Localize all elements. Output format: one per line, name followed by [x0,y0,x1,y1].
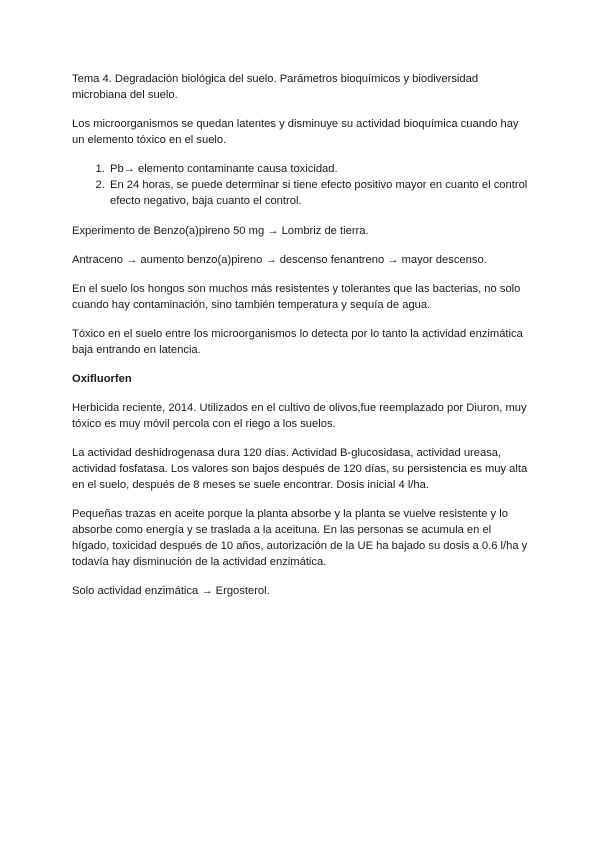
intro-paragraph: Los microorganismos se quedan latentes y disminuye su actividad bioquímica cuando hay un elemento tóxico en el suelo. [72,118,519,146]
hongos-paragraph: En el suelo los hongos son muchos más resistentes y tolerantes que las bacterias, no solo cuando hay contaminación, sino también temperatura y sequía de agua. [72,283,521,311]
list-item: 1. Pb→ elemento contaminante causa toxicidad. [108,161,530,177]
antraceno-paragraph: Antraceno → aumento benzo(a)pireno → descenso fenantreno → mayor descenso. [72,254,487,266]
list-item: 2. En 24 horas, se puede determinar si tiene efecto positivo mayor en cuanto el control efecto negativo, baja cuanto el control. [108,177,530,209]
document-title: Tema 4. Degradación biológica del suelo. Parámetros bioquímicos y biodiversidad microbiana del suelo. [72,73,479,101]
toxico-paragraph: Tóxico en el suelo entre los microorganismos lo detecta por lo tanto la actividad enzimática baja entrando en latencia. [72,328,523,356]
ergosterol-paragraph: Solo actividad enzimática → Ergosterol. [72,585,270,597]
numbered-list [72,161,530,209]
herbicida-paragraph: Herbicida reciente, 2014. Utilizados en el cultivo de olivos,fue reemplazado por Diuron, muy tóxico es muy móvil percola con el riego a los suelos. [72,402,527,430]
document-page [72,71,530,612]
experiment-paragraph: Experimento de Benzo(a)pireno 50 mg → Lombriz de tierra. [72,225,369,237]
actividad-paragraph: La actividad deshidrogenasa dura 120 días. Actividad B-glucosidasa, actividad ureasa, actividad fosfatasa. Los valores son bajos después de 120 días, su persistencia es muy alta en el suelo, después de 8 meses se suele encontrar. Dosis inicial 4 l/ha. [72,447,528,491]
section-heading: Oxifluorfen [72,373,132,385]
trazas-paragraph: Pequeñas trazas en aceite porque la planta absorbe y la planta se vuelve resistente y lo absorbe como energía y se traslada a la aceituna. En las personas se acumula en el hígado, toxicidad después de 10 años, autorización de la UE ha bajado su dosis a 0.6 l/ha y todavía hay disminución de la actividad enzimática. [72,508,528,568]
